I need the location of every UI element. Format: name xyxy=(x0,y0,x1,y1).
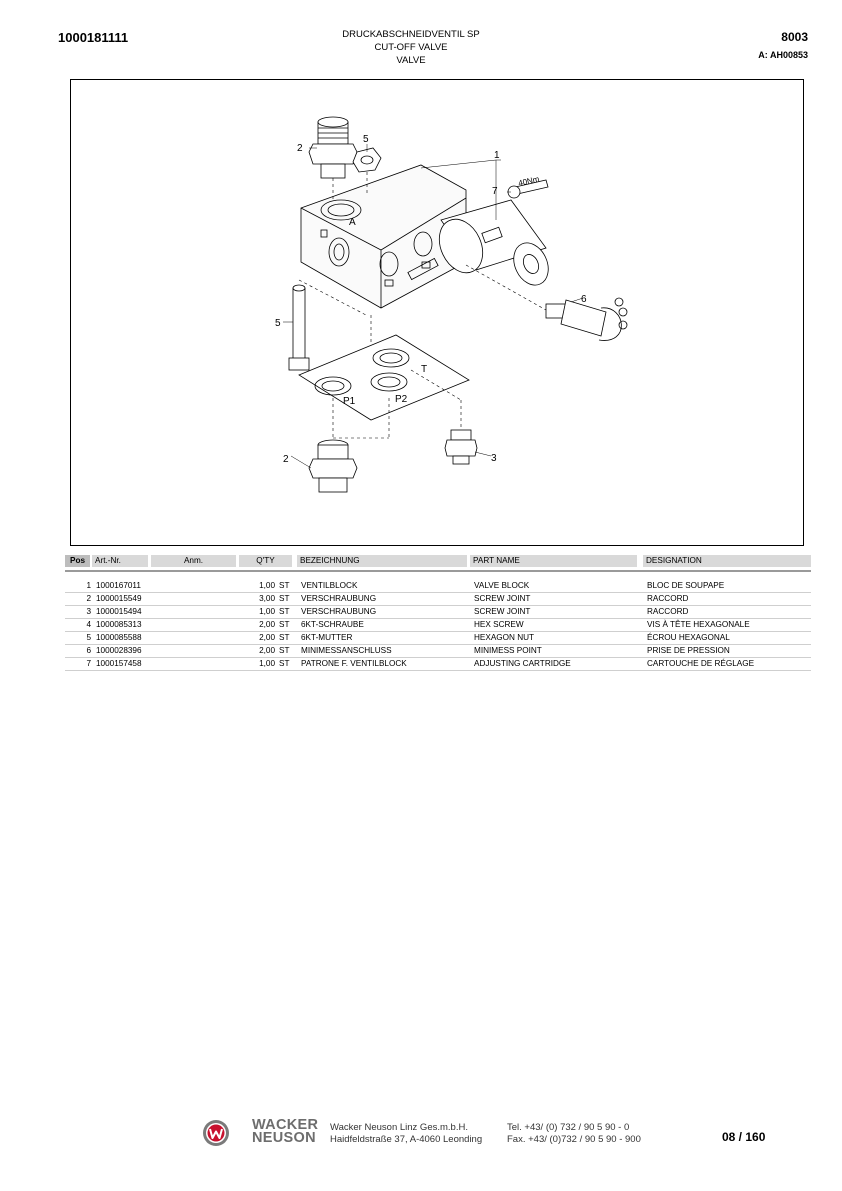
cell-art-nr: 1000015549 xyxy=(96,594,142,603)
cell-part-name: SCREW JOINT xyxy=(474,607,531,616)
cell-qty: 1,00 xyxy=(259,581,275,590)
cell-qty: 2,00 xyxy=(259,646,275,655)
parts-list-table xyxy=(65,555,811,671)
group-info xyxy=(758,30,808,60)
fax: Fax. +43/ (0)732 / 90 5 90 - 900 xyxy=(507,1134,641,1145)
cell-qty: 2,00 xyxy=(259,633,275,642)
cell-designation: VIS À TÊTE HEXAGONALE xyxy=(647,620,750,629)
cell-designation: CARTOUCHE DE RÉGLAGE xyxy=(647,659,755,668)
callout-7: 7 xyxy=(492,186,498,197)
assembly-code: A: AH00853 xyxy=(758,50,808,60)
callout-5-screw: 5 xyxy=(275,318,281,329)
cell-unit: ST xyxy=(279,581,290,590)
callout-1: 1 xyxy=(494,150,500,161)
wacker-neuson-logo-icon xyxy=(202,1119,230,1147)
cell-bezeichnung: 6KT-MUTTER xyxy=(301,633,353,642)
exploded-view-figure xyxy=(70,79,804,546)
cell-qty: 1,00 xyxy=(259,607,275,616)
callout-5-top: 5 xyxy=(363,134,369,145)
cell-pos: 3 xyxy=(86,607,91,616)
contact-numbers xyxy=(507,1122,641,1146)
cell-bezeichnung: VERSCHRAUBUNG xyxy=(301,594,377,603)
callout-3: 3 xyxy=(491,453,497,464)
table-row xyxy=(65,606,811,619)
table-row xyxy=(65,593,811,606)
callout-6: 6 xyxy=(581,294,587,305)
group-code: 8003 xyxy=(781,30,808,44)
cell-pos: 6 xyxy=(86,646,91,655)
cell-pos: 1 xyxy=(86,581,91,590)
cell-designation: BLOC DE SOUPAPE xyxy=(647,581,725,590)
cell-bezeichnung: MINIMESSANSCHLUSS xyxy=(301,646,392,655)
company-name: Wacker Neuson Linz Ges.m.b.H. xyxy=(330,1122,468,1133)
col-part-name: PART NAME xyxy=(470,555,637,567)
table-row xyxy=(65,619,811,632)
cell-unit: ST xyxy=(279,607,290,616)
cell-art-nr: 1000085588 xyxy=(96,633,142,642)
cell-unit: ST xyxy=(279,646,290,655)
cell-qty: 3,00 xyxy=(259,594,275,603)
port-p1-label: P1 xyxy=(343,396,356,407)
page-footer xyxy=(0,1119,842,1151)
title-german: DRUCKABSCHNEIDVENTIL SP xyxy=(342,29,480,40)
cell-bezeichnung: VENTILBLOCK xyxy=(301,581,358,590)
cell-pos: 7 xyxy=(86,659,91,668)
cell-art-nr: 1000015494 xyxy=(96,607,142,616)
table-row xyxy=(65,580,811,593)
cell-unit: ST xyxy=(279,594,290,603)
cell-designation: PRISE DE PRESSION xyxy=(647,646,730,655)
col-anm: Anm. xyxy=(151,555,236,567)
col-pos: Pos xyxy=(65,555,90,567)
table-row xyxy=(65,632,811,645)
cell-part-name: VALVE BLOCK xyxy=(474,581,530,590)
cell-art-nr: 1000085313 xyxy=(96,620,142,629)
cell-unit: ST xyxy=(279,659,290,668)
cell-designation: RACCORD xyxy=(647,594,689,603)
callout-2-top: 2 xyxy=(297,143,303,154)
cell-pos: 2 xyxy=(86,594,91,603)
title-english: CUT-OFF VALVE xyxy=(374,42,448,53)
cell-designation: ÉCROU HEXAGONAL xyxy=(647,633,730,642)
cell-bezeichnung: PATRONE F. VENTILBLOCK xyxy=(301,659,407,668)
cell-pos: 5 xyxy=(86,633,91,642)
document-number: 1000181111 xyxy=(58,30,129,45)
cell-part-name: SCREW JOINT xyxy=(474,594,531,603)
port-a-label: A xyxy=(349,217,356,228)
col-designation: DESIGNATION xyxy=(643,555,811,567)
telephone: Tel. +43/ (0) 732 / 90 5 90 - 0 xyxy=(507,1122,630,1133)
cell-pos: 4 xyxy=(86,620,91,629)
torque-label: 40Nm xyxy=(517,174,541,188)
col-qty: Q'TY xyxy=(239,555,292,567)
brand-line-2: NEUSON xyxy=(252,1129,316,1146)
company-address xyxy=(330,1122,482,1146)
title-alt: VALVE xyxy=(396,55,426,66)
cell-qty: 2,00 xyxy=(259,620,275,629)
street-address: Haidfeldstraße 37, A-4060 Leonding xyxy=(330,1134,483,1145)
cell-bezeichnung: VERSCHRAUBUNG xyxy=(301,607,377,616)
cell-unit: ST xyxy=(279,620,290,629)
document-title xyxy=(300,28,522,67)
table-header xyxy=(65,555,811,567)
table-row xyxy=(65,645,811,658)
cell-bezeichnung: 6KT-SCHRAUBE xyxy=(301,620,364,629)
cell-part-name: ADJUSTING CARTRIDGE xyxy=(474,659,571,668)
cell-unit: ST xyxy=(279,633,290,642)
table-row xyxy=(65,658,811,671)
cell-art-nr: 1000157458 xyxy=(96,659,142,668)
cell-part-name: MINIMESS POINT xyxy=(474,646,542,655)
port-t-label: T xyxy=(421,364,428,375)
col-art-nr: Art.-Nr. xyxy=(92,555,148,567)
col-bezeichnung: BEZEICHNUNG xyxy=(297,555,467,567)
table-body xyxy=(65,580,811,671)
callout-2-bottom: 2 xyxy=(283,454,289,465)
cell-part-name: HEXAGON NUT xyxy=(474,633,535,642)
brand-wordmark xyxy=(252,1119,318,1144)
page-number: 08 / 160 xyxy=(722,1130,766,1144)
cell-qty: 1,00 xyxy=(259,659,275,668)
cell-art-nr: 1000028396 xyxy=(96,646,142,655)
brand-line-1: WACKER xyxy=(252,1117,319,1133)
cell-art-nr: 1000167011 xyxy=(96,581,141,590)
cell-part-name: HEX SCREW xyxy=(474,620,524,629)
cell-designation: RACCORD xyxy=(647,607,689,616)
exploded-view-drawing xyxy=(71,80,803,545)
port-p2-label: P2 xyxy=(395,394,408,405)
